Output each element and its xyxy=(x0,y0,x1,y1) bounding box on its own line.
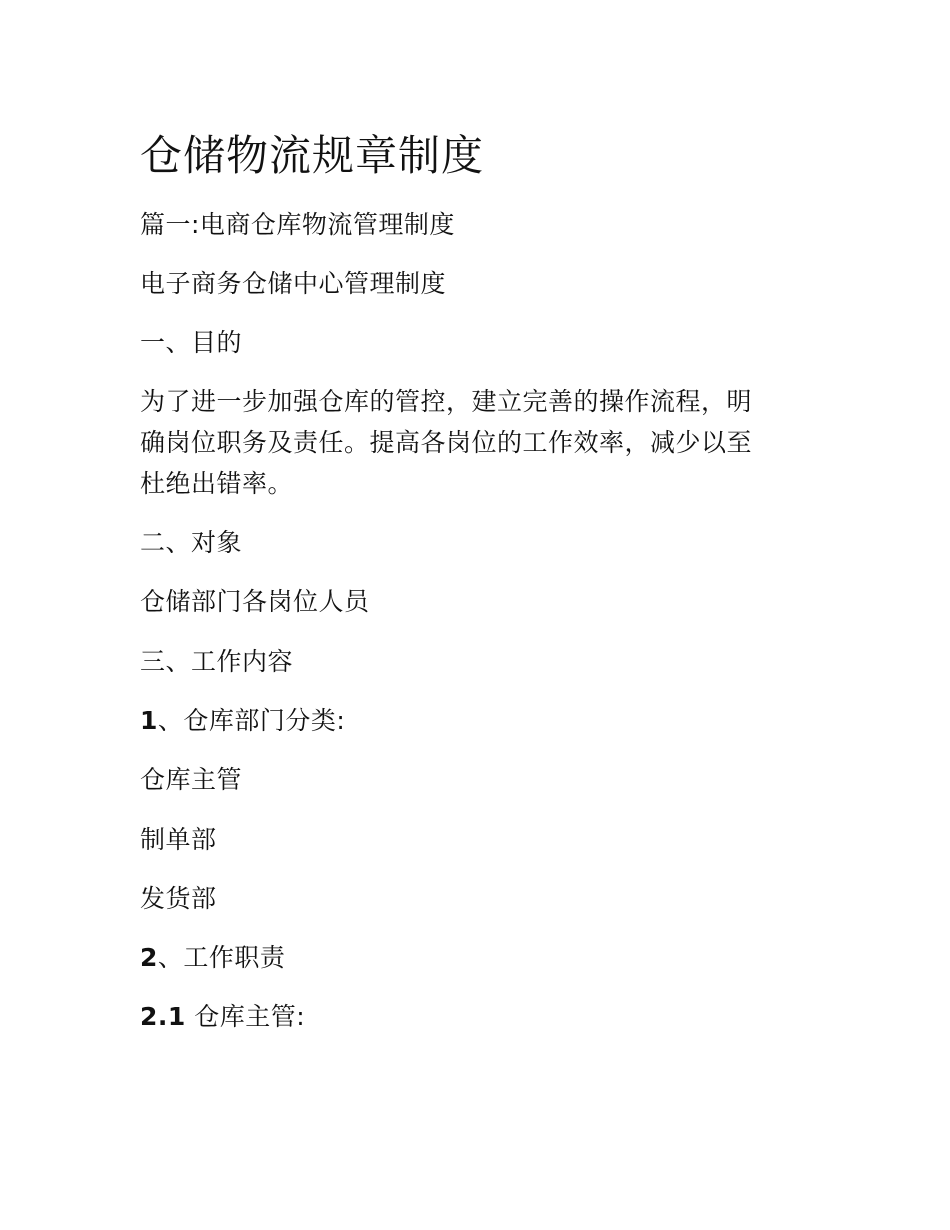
dept-documentation: 制单部 xyxy=(140,825,217,854)
item-1-text: 、仓库部门分类: xyxy=(157,706,346,735)
dept-warehouse-supervisor: 仓库主管 xyxy=(140,765,243,794)
item-2-number: 2 xyxy=(140,943,158,972)
item-2-text: 、工作职责 xyxy=(157,943,286,972)
purpose-heading: 一、目的 xyxy=(140,328,243,357)
purpose-line-3: 杜绝出错率。 xyxy=(140,469,294,498)
purpose-line-2: 确岗位职务及责任。提高各岗位的工作效率，减少以至 xyxy=(140,428,753,457)
object-text: 仓储部门各岗位人员 xyxy=(140,587,370,616)
dept-shipping: 发货部 xyxy=(140,884,217,913)
item-2-1-text: 仓库主管: xyxy=(185,1002,306,1031)
object-heading: 二、对象 xyxy=(140,528,243,557)
item-2-heading xyxy=(140,938,285,978)
item-1-heading xyxy=(140,701,345,741)
purpose-paragraph xyxy=(140,381,800,504)
item-1-number: 1 xyxy=(140,706,158,735)
content-heading: 三、工作内容 xyxy=(140,647,294,676)
document-subtitle: 电子商务仓储中心管理制度 xyxy=(140,269,447,298)
section-heading: 篇一:电商仓库物流管理制度 xyxy=(140,210,455,239)
purpose-line-1: 为了进一步加强仓库的管控，建立完善的操作流程，明 xyxy=(140,387,753,416)
document-title: 仓储物流规章制度 xyxy=(140,131,485,180)
item-2-1-heading xyxy=(140,997,305,1037)
item-2-1-number: 2.1 xyxy=(140,1002,186,1031)
